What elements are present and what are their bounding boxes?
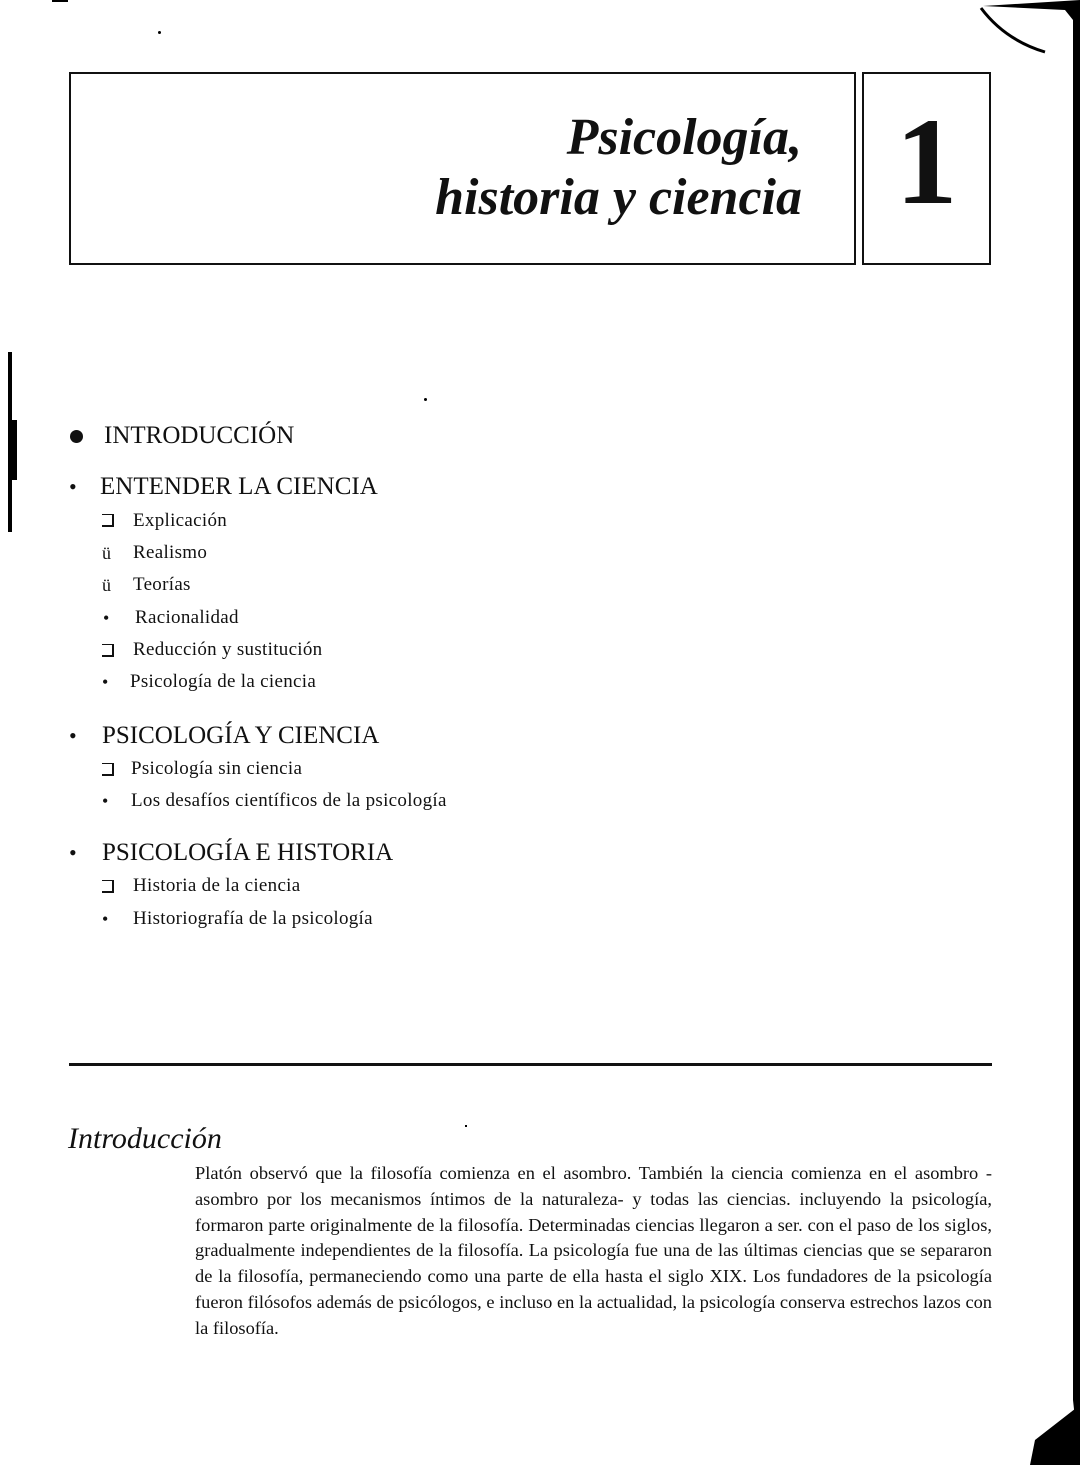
chapter-title-line-1: Psicología, xyxy=(566,109,802,166)
toc-item: Teorías xyxy=(133,574,191,595)
toc-item: Explicación xyxy=(133,510,228,531)
bullet-icon: • xyxy=(103,608,110,628)
checkbox-bullet-icon xyxy=(102,514,114,527)
toc-item: Historiografía de la psicología xyxy=(133,908,373,929)
bullet-icon: • xyxy=(69,723,77,748)
scan-mark-top-left xyxy=(52,0,68,2)
checkbox-bullet-icon xyxy=(102,763,114,776)
toc-section-label: INTRODUCCIÓN xyxy=(104,422,295,449)
intro-heading: Introducción xyxy=(68,1122,222,1155)
scan-speck xyxy=(158,31,161,34)
checkbox-bullet-icon xyxy=(102,880,114,893)
chapter-number: 1 xyxy=(895,93,958,230)
checkbox-bullet-icon xyxy=(102,644,114,657)
scan-mark-left-edge-blob xyxy=(8,420,17,480)
toc-item: Racionalidad xyxy=(135,607,239,628)
u-bullet-icon: ü xyxy=(102,543,111,563)
toc-section-label: PSICOLOGÍA Y CIENCIA xyxy=(102,722,380,749)
toc-item: Los desafíos científicos de la psicología xyxy=(131,790,447,811)
toc-section-label: ENTENDER LA CIENCIA xyxy=(100,473,378,500)
toc-item: Realismo xyxy=(133,542,208,563)
scan-speck xyxy=(424,398,427,401)
bullet-icon: • xyxy=(102,909,109,929)
scan-speck xyxy=(465,1125,467,1127)
bullet-icon: • xyxy=(102,791,109,811)
bullet-icon: • xyxy=(102,672,109,692)
chapter-title-line-2: historia y ciencia xyxy=(435,169,802,226)
bullet-icon: • xyxy=(69,474,77,499)
toc-item: Psicología de la ciencia xyxy=(130,671,317,692)
toc-section-label: PSICOLOGÍA E HISTORIA xyxy=(102,839,394,866)
bullet-icon xyxy=(70,430,83,443)
toc-item: Psicología sin ciencia xyxy=(131,758,303,779)
u-bullet-icon: ü xyxy=(102,575,111,595)
intro-paragraph: Platón observó que la filosofía comienza en el asombro. También la ciencia comienza en el asombro -asombro por los mecanismos íntimos de la naturaleza- y todas las ciencias. incluyendo la psicología, formaron parte originalmente de la filosofía. Determinadas ciencias llegaron a ser. con el paso de los siglos, gradualmente independientes de la filosofía. La psicología fue una de las últimas ciencias que se separaron de la filosofía, permaneciendo como una parte de ella hasta el siglo XIX. Los fundadores de la psicología fueron filósofos además de psicólogos, e incluso en la actualidad, la psicología conserva estrechos lazos con la filosofía. xyxy=(195,1163,992,1338)
section-divider xyxy=(69,1063,992,1066)
toc-item: Historia de la ciencia xyxy=(133,875,301,896)
toc-item: Reducción y sustitución xyxy=(133,639,323,660)
bullet-icon: • xyxy=(69,840,77,865)
